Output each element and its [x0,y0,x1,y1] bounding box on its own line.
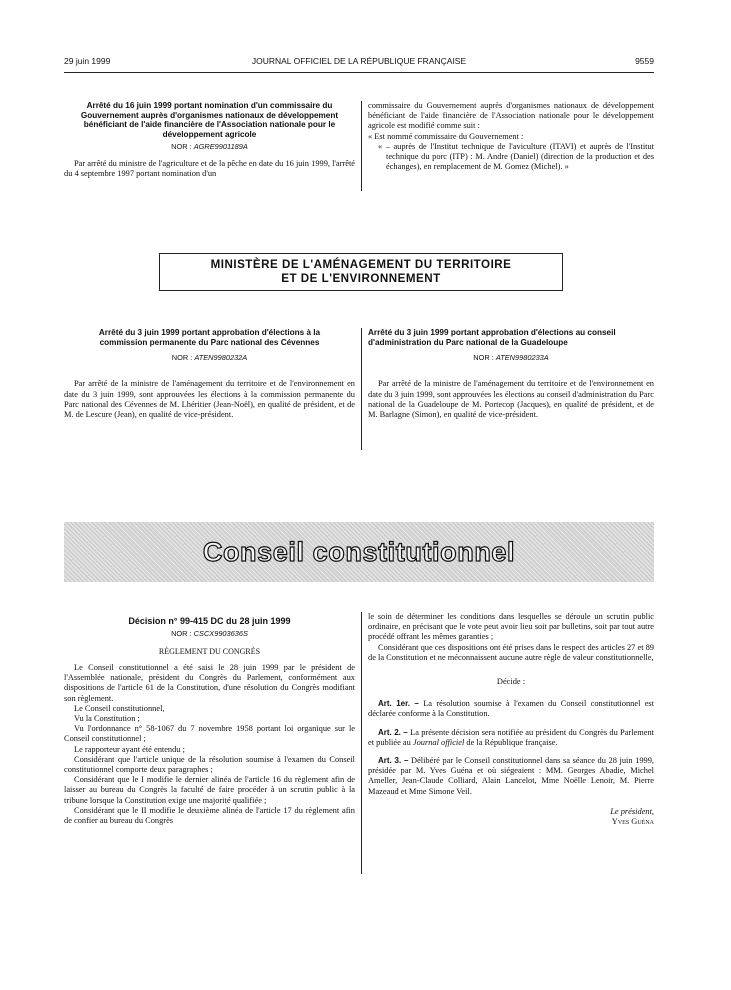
paragraph: Le rapporteur ayant été entendu ; [74,744,185,754]
paragraph: Le Conseil constitutionnel a été saisi le 28 juin 1999 par le président de l'Assemblée nationale, président du Congrès du Parlement, conformément aux dispositions de l'article 61 de la Constitution, d'une résolution du Congrès modifiant son règlement. [64,663,355,703]
article-text: La présente décision sera notifiée au président du Congrès du Parlement et publiée au [368,727,655,747]
decide-line: Décide : [496,677,526,687]
nor-reference [64,629,355,639]
signature-role: Le président, [610,806,654,816]
ministry-heading [159,253,563,291]
nor-reference [64,142,355,152]
paragraph: « – auprès de l'Institut technique de l'aviculture (ITAVI) et auprès de l'Institut technique du porc (ITP) : M. Andre (Daniel) (direction de la production et des échanges), en remplacement de M. Gomez (Michel). » [378,141,654,172]
paragraph: Considérant que le I modifie le dernier alinéa de l'article 16 du règlement afin de laisser au bureau du Congrès la faculté de faire procéder à un scrutin public à la tribune lorsque la Constitution exige une majorité qualifiée ; [64,775,355,805]
article-label: Art. 2. – [378,727,408,737]
header-rule [64,72,654,73]
arrete-cevennes [64,328,355,420]
column-divider [361,328,362,450]
decision-subtitle: RÈGLEMENT DU CONGRÈS [158,646,261,656]
column-divider [361,101,362,191]
journal-title: JOURNAL OFFICIEL DE LA RÉPUBLIQUE FRANÇAISE [251,56,467,66]
nor-code: ATEN9980233A [495,353,549,363]
article-1 [368,699,654,719]
article-text: de la République française. [466,737,558,747]
nor-code: AGRE9901189A [193,142,248,152]
article-label: Art. 1er. – [378,699,419,709]
nor-label: NOR : [171,142,192,152]
conseil-constitutionnel-banner [64,522,654,582]
arrete-guadeloupe [368,328,654,420]
header-date: 29 juin 1999 [64,56,111,66]
article-text: La résolution soumise à l'examen du Conseil constitutionnel est déclarée conforme à la Constitution. [368,699,654,719]
arrete-agriculture-left [64,101,355,179]
nor-reference [368,353,654,363]
paragraph: Le Conseil constitutionnel, [74,703,165,713]
page-header [64,56,654,70]
decision-left-column [64,617,355,826]
paragraph: Considérant que ces dispositions ont été prises dans le respect des articles 27 et 89 de la Constitution et ne méconnaissent aucune autre règle de valeur constitutionnelle, [368,642,654,662]
paragraph: « Est nommé commissaire du Gouvernement : [368,131,524,141]
arrete-body: Par arrêté de la ministre de l'aménagement du territoire et de l'environnement en date du 3 juin 1999, sont approuvées les élections à la commission permanente du Parc national des Cévennes de M. Lhéritier (Jean-Noël), en qualité de président, et de M. de Lescure (Jean), en qualité de vice-président. [64,379,355,419]
page-number: 9559 [635,56,654,66]
nor-code: CSCX9903636S [193,628,248,638]
decision-title: Décision n° 99-415 DC du 28 juin 1999 [128,616,291,626]
paragraph: Vu l'ordonnance n° 58-1067 du 7 novembre 1958 portant loi organique sur le Conseil constitutionnel ; [64,724,355,744]
arrete-body: Par arrêté du ministre de l'agriculture et de la pêche en date du 16 juin 1999, l'arrêté du 4 septembre 1997 portant nomination d'un [64,158,355,178]
decision-right-column [368,612,654,827]
arrete-title: Arrêté du 3 juin 1999 portant approbation d'élections au conseil d'administration du Parc national de la Guadeloupe [368,328,616,347]
arrete-body: Par arrêté de la ministre de l'aménagement du territoire et de l'environnement en date du 3 juin 1999, sont approuvées les élections au conseil d'administration du Parc national de la Guadeloupe de M. Portecop (Jacques), en qualité de président, et de M. Barlagne (Simon), en qualité de vice-président. [368,379,654,419]
article-2 [368,728,654,748]
ministry-line-2: ET DE L'ENVIRONNEMENT [281,272,441,285]
arrete-agriculture-right [368,101,654,172]
journal-officiel: Journal officiel [412,737,465,747]
nor-code: ATEN9980232A [194,353,248,363]
article-text: Délibéré par le Conseil constitutionnel dans sa séance du 28 juin 1999, présidée par M. Yves Guéna et où siégeaient : MM. Georges Abadie, Michel Ameller, Jean-Claude Colliard, Alain Lancelot, Mme Noëlle Lenoir, M. Pierre Mazeaud et Mme Simone Veil. [368,756,654,796]
article-3 [368,756,654,797]
paragraph: Vu la Constitution ; [74,714,140,724]
nor-reference [64,353,355,363]
nor-label: NOR : [171,353,193,363]
ministry-line-1: MINISTÈRE DE L'AMÉNAGEMENT DU TERRITOIRE [210,258,512,271]
paragraph: Considérant que l'article unique de la résolution soumise à l'examen du Conseil constitutionnel comporte deux paragraphes ; [64,754,355,775]
paragraph: le soin de déterminer les conditions dans lesquelles se déroule un scrutin public ordinaire, en précisant que le vote peut avoir lieu soit par bulletins, soit par tout autre procédé offrant les mêmes garanties ; [368,612,654,642]
nor-label: NOR : [473,353,494,363]
arrete-title: Arrêté du 3 juin 1999 portant approbation d'élections à la commission permanente du Parc national des Cévennes [98,328,321,347]
arrete-title: Arrêté du 16 juin 1999 portant nomination d'un commissaire du Gouvernement auprès d'organismes nationaux de développement bénéficiant de l'aide financière de l'Association nationale pour le développement agricole [80,101,339,139]
column-divider [361,612,362,874]
paragraph: commissaire du Gouvernement auprès d'organismes nationaux de développement bénéficiant de l'aide financière de l'Association nationale pour le développement agricole est modifié comme suit : [368,101,654,131]
nor-label: NOR : [171,628,192,638]
paragraph: Considérant que le II modifie le deuxième alinéa de l'article 17 du règlement afin de confier au bureau du Congrès [64,805,355,826]
article-label: Art. 3. – [378,756,409,766]
signature-name: Yves Guéna [611,817,654,827]
banner-title: Conseil constitutionnel [202,536,516,567]
